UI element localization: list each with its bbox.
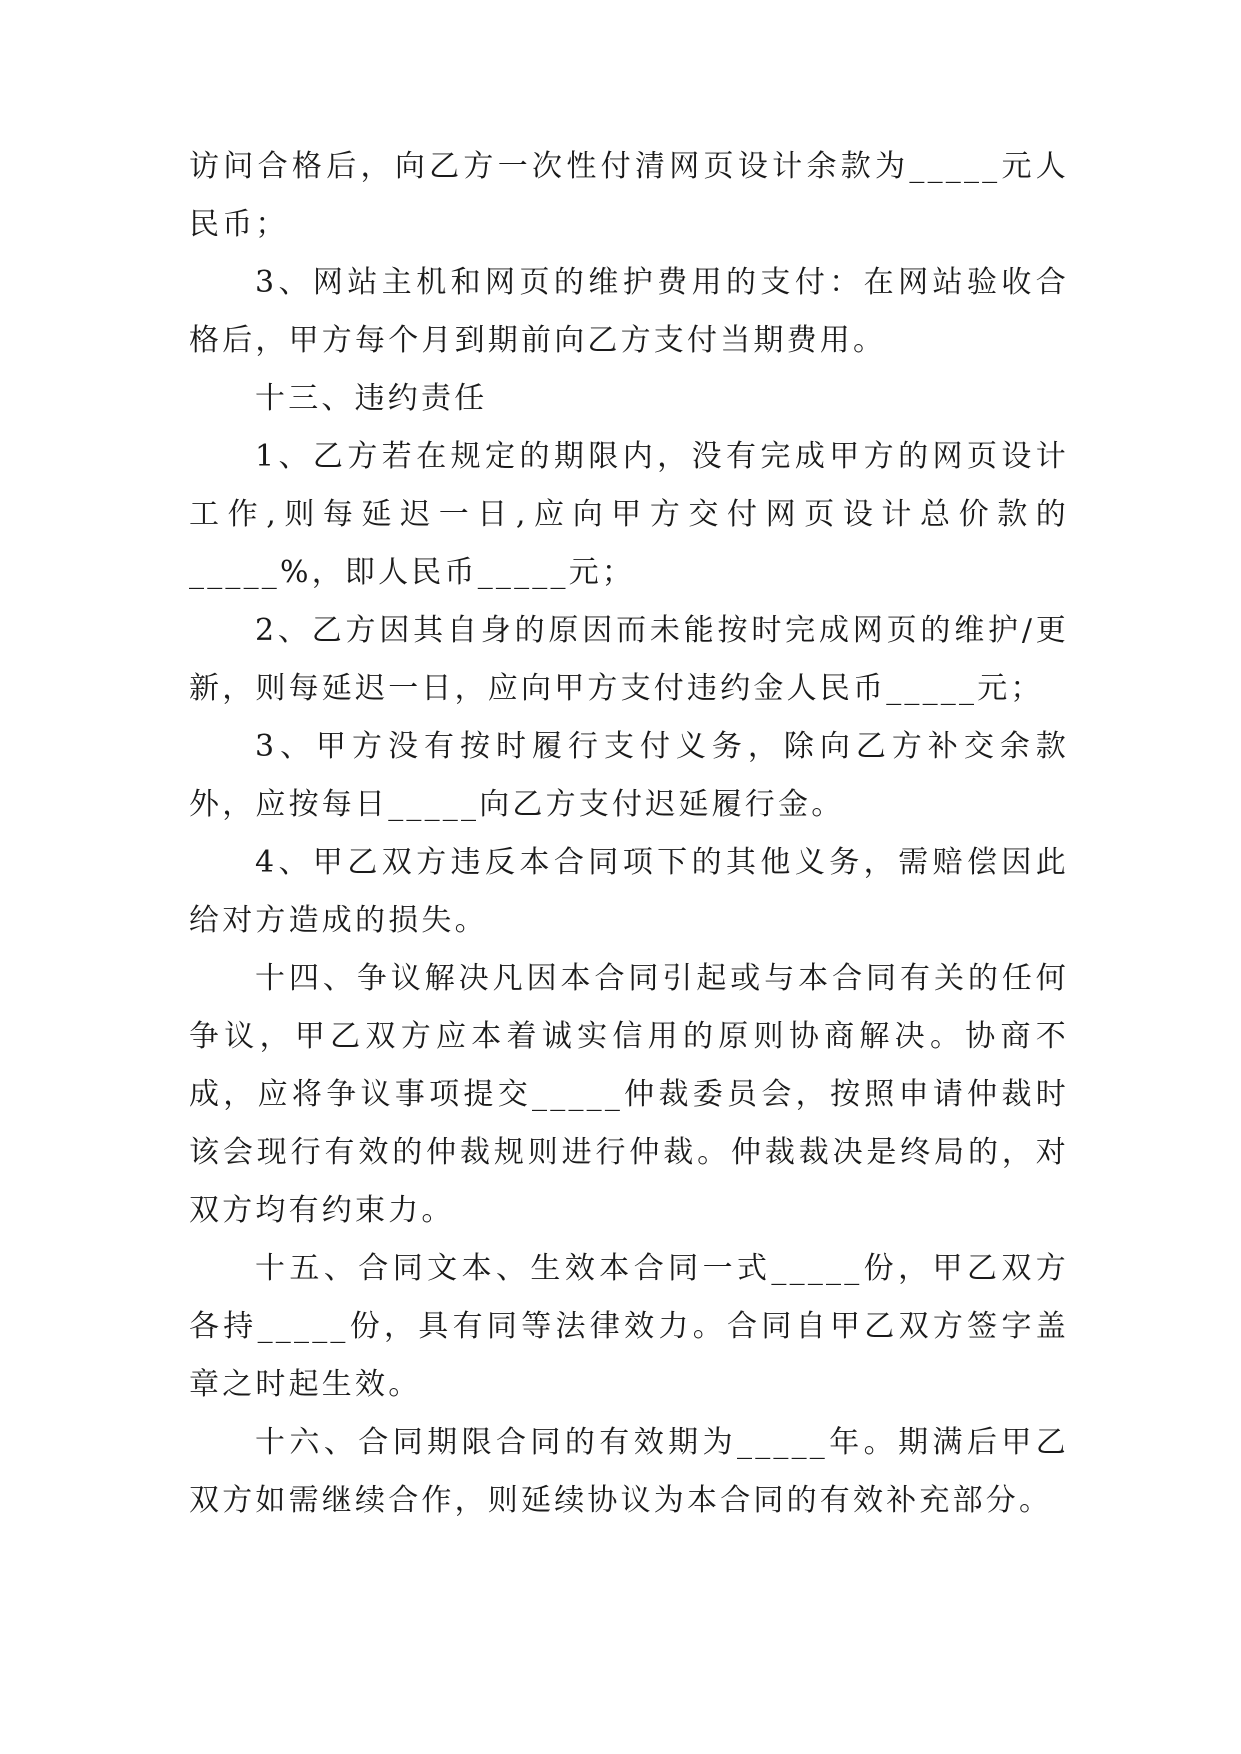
paragraph-breach-3: 3、甲方没有按时履行支付义务，除向乙方补交余款外，应按每日_____向乙方支付迟延履行金。 xyxy=(189,729,1069,822)
paragraph-breach-1: 1、乙方若在规定的期限内，没有完成甲方的网页设计工作,则每延迟一日,应向甲方交付网页设计总价款的_____%，即人民币_____元； xyxy=(189,439,1069,590)
paragraph-contract-term: 十六、合同期限合同的有效期为_____年。期满后甲乙双方如需继续合作，则延续协议为本合同的有效补充部分。 xyxy=(189,1425,1069,1518)
document-body xyxy=(189,138,1069,1530)
paragraph-dispute-resolution: 十四、争议解决凡因本合同引起或与本合同有关的任何争议，甲乙双方应本着诚实信用的原则协商解决。协商不成，应将争议事项提交_____仲裁委员会，按照申请仲裁时该会现行有效的仲裁规则进行仲裁。仲裁裁决是终局的，对双方均有约束力。 xyxy=(189,961,1069,1228)
paragraph-contract-copies: 十五、合同文本、生效本合同一式_____份，甲乙双方各持_____份，具有同等法律效力。合同自甲乙双方签字盖章之时起生效。 xyxy=(189,1251,1069,1402)
paragraph-payment-balance: 访问合格后，向乙方一次性付清网页设计余款为_____元人民币； xyxy=(189,149,1069,242)
paragraph-breach-4: 4、甲乙双方违反本合同项下的其他义务，需赔偿因此给对方造成的损失。 xyxy=(189,845,1069,938)
paragraph-maintenance-fee: 3、网站主机和网页的维护费用的支付：在网站验收合格后，甲方每个月到期前向乙方支付当期费用。 xyxy=(189,265,1069,358)
section-heading-breach: 十三、违约责任 xyxy=(255,381,488,416)
paragraph-breach-2: 2、乙方因其自身的原因而未能按时完成网页的维护/更新，则每延迟一日，应向甲方支付违约金人民币_____元； xyxy=(189,613,1069,706)
